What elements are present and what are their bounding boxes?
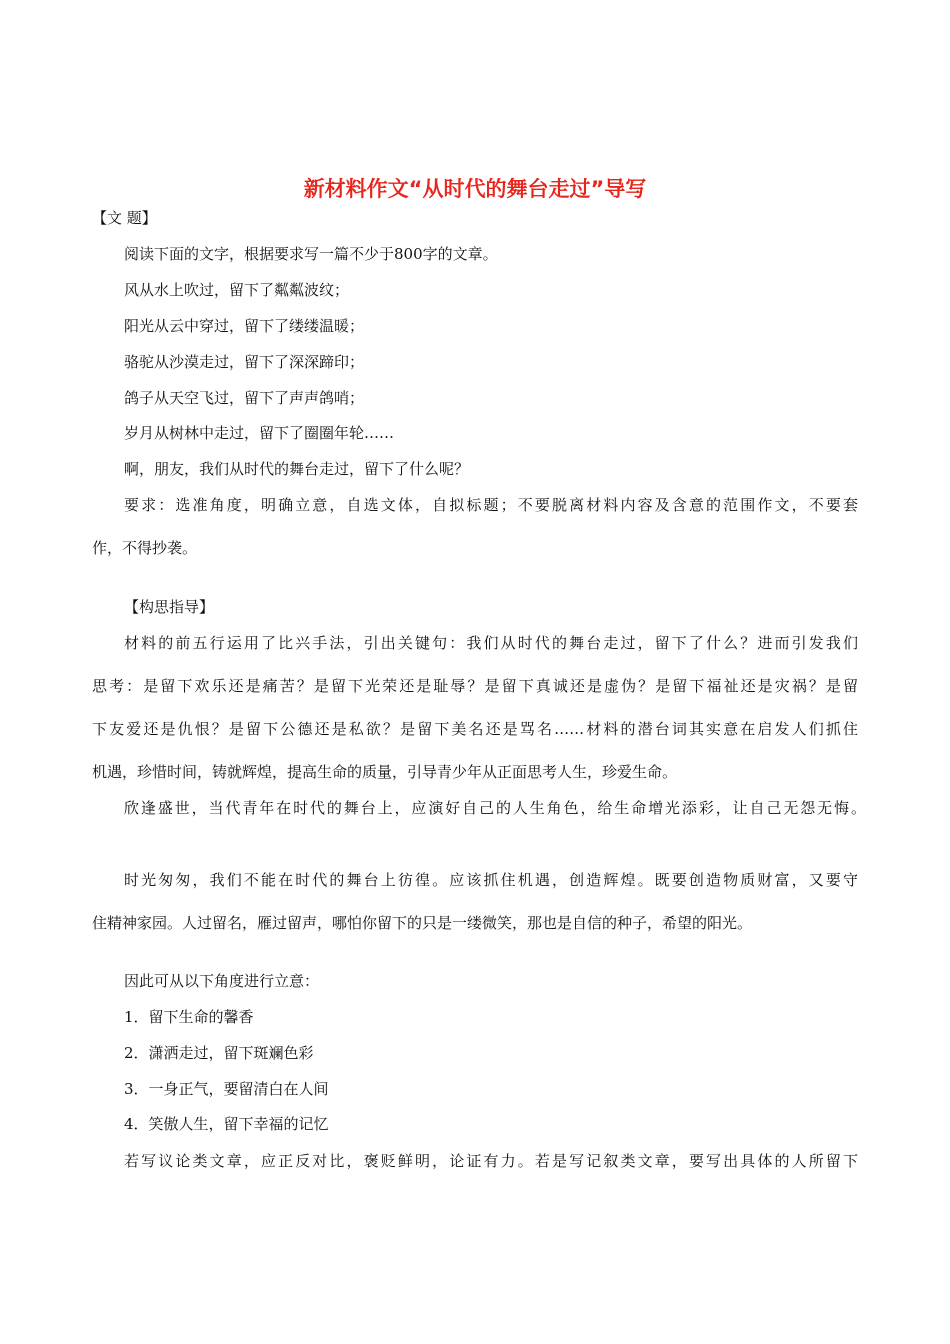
- prompt-line: 岁月从树林中走过，留下了圈圈年轮……: [124, 424, 395, 442]
- angle-item: 2．潇洒走过，留下斑斓色彩: [124, 1044, 314, 1062]
- guide-paragraph-line: 思考：是留下欢乐还是痛苦？是留下光荣还是耻辱？是留下真诚还是虚伪？是留下福祉还是灾祸？是留: [92, 677, 858, 695]
- prompt-line: 鸽子从天空飞过，留下了声声鸽哨；: [124, 389, 365, 407]
- closing-line: 若写议论类文章，应正反对比，褒贬鲜明，论证有力。若是写记叙类文章，要写出具体的人所留下: [124, 1152, 858, 1170]
- prompt-line: 阳光从云中穿过，留下了缕缕温暖；: [124, 317, 365, 335]
- angle-item: 3．一身正气，要留清白在人间: [124, 1080, 329, 1098]
- guide-paragraph-line: 时光匆匆，我们不能在时代的舞台上彷徨。应该抓住机遇，创造辉煌。既要创造物质财富，又要守: [124, 871, 858, 889]
- section-heading-guide: 【构思指导】: [124, 598, 215, 616]
- angle-item: 1．留下生命的馨香: [124, 1008, 254, 1026]
- prompt-line: 风从水上吹过，留下了粼粼波纹；: [124, 281, 350, 299]
- section-heading-topic: 【文 题】: [92, 209, 157, 227]
- prompt-line: 骆驼从沙漠走过，留下了深深蹄印；: [124, 353, 365, 371]
- angles-intro: 因此可从以下角度进行立意：: [124, 972, 320, 990]
- prompt-line: 啊，朋友，我们从时代的舞台走过，留下了什么呢？: [124, 460, 470, 478]
- guide-paragraph-line: 住精神家园。人过留名，雁过留声，哪怕你留下的只是一缕微笑，那也是自信的种子，希望的阳光。: [92, 914, 753, 932]
- guide-paragraph: 欣逢盛世，当代青年在时代的舞台上，应演好自己的人生角色，给生命增光添彩，让自己无怨无悔。: [124, 799, 866, 817]
- guide-paragraph-line: 材料的前五行运用了比兴手法，引出关键句：我们从时代的舞台走过，留下了什么？进而引发我们: [124, 634, 858, 652]
- guide-paragraph-line: 机遇，珍惜时间，铸就辉煌，提高生命的质量，引导青少年从正面思考人生，珍爱生命。: [92, 763, 678, 781]
- prompt-intro: 阅读下面的文字，根据要求写一篇不少于800字的文章。: [124, 245, 498, 263]
- requirement-line: 作，不得抄袭。: [92, 539, 198, 557]
- requirement-line: 要求：选准角度，明确立意，自选文体，自拟标题；不要脱离材料内容及含意的范围作文，不要套: [124, 496, 858, 514]
- angle-item: 4．笑傲人生，留下幸福的记忆: [124, 1115, 329, 1133]
- document-title: 新材料作文“从时代的舞台走过”导写: [303, 177, 647, 201]
- guide-paragraph-line: 下友爱还是仇恨？是留下公德还是私欲？是留下美名还是骂名……材料的潜台词其实意在启发人们抓住: [92, 720, 858, 738]
